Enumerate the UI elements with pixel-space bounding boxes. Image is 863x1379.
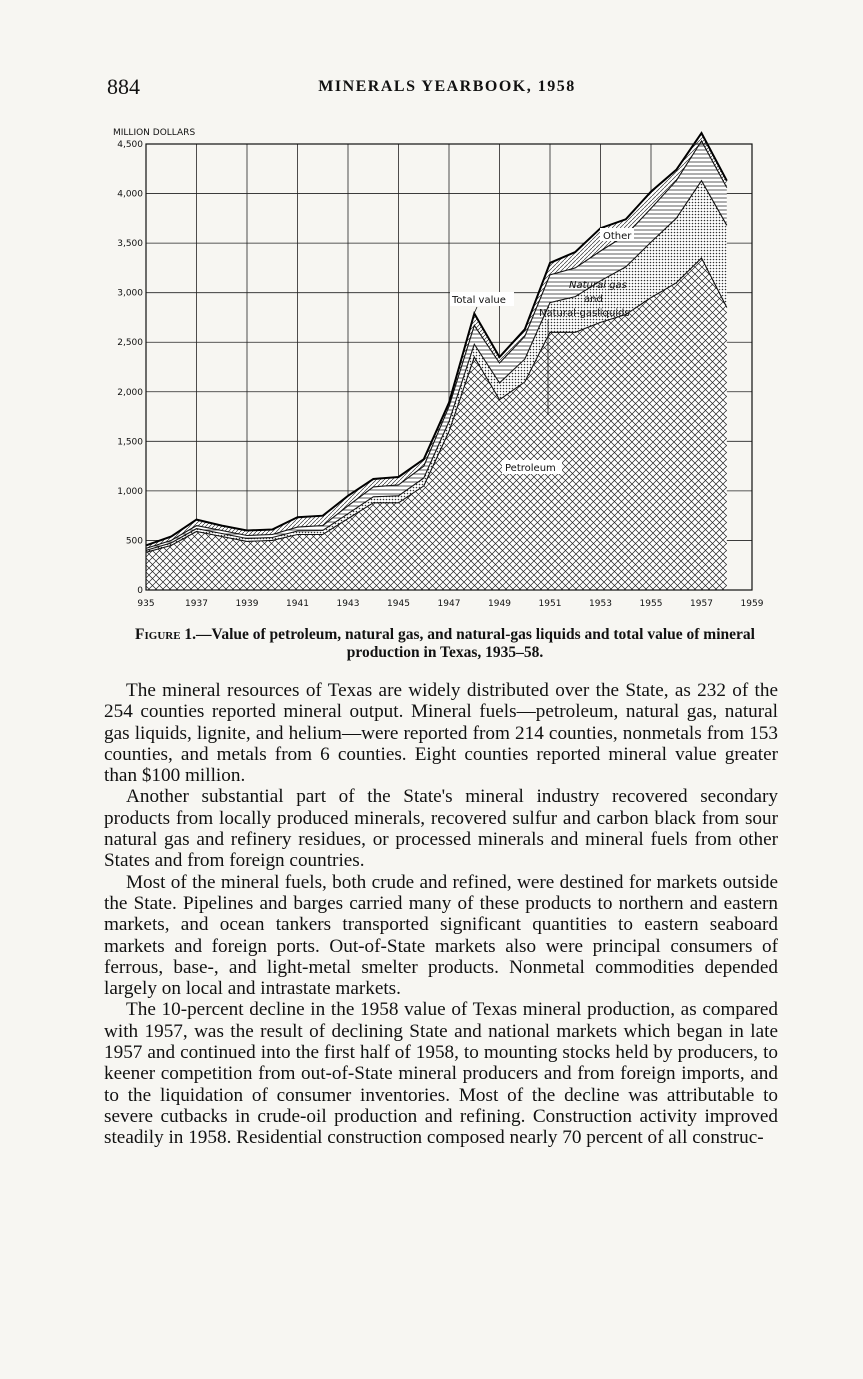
y-tick-label: 2,000 bbox=[117, 387, 143, 398]
figure-caption bbox=[107, 626, 783, 662]
x-tick-label: 1949 bbox=[488, 599, 511, 609]
annotation-petroleum: Petroleum bbox=[505, 463, 556, 474]
figure-caption-text: —Value of petroleum, natural gas, and natural-gas liquids and total value of mineral production in Texas, 1935–58. bbox=[196, 626, 755, 661]
y-tick-label: 1,000 bbox=[117, 486, 143, 497]
body-text bbox=[104, 680, 778, 1149]
y-tick-label: 0 bbox=[137, 586, 143, 596]
annotation-natural-gas-1: Natural gas bbox=[569, 280, 627, 291]
annotation-ngl-2: liquids bbox=[597, 308, 630, 319]
x-tick-label: 935 bbox=[137, 599, 155, 609]
x-tick-label: 1953 bbox=[589, 599, 612, 609]
y-axis-label: MILLION DOLLARS bbox=[113, 128, 196, 138]
x-tick-label: 1937 bbox=[185, 599, 208, 609]
x-tick-label: 1955 bbox=[639, 599, 663, 609]
figure-label: Figure 1. bbox=[135, 626, 197, 643]
area-petroleum bbox=[146, 258, 727, 590]
page-number: 884 bbox=[107, 74, 140, 99]
y-tick-label: 3,000 bbox=[117, 288, 143, 299]
x-tick-label: 1957 bbox=[690, 599, 713, 609]
x-tick-label: 1951 bbox=[538, 599, 562, 609]
chart-areas bbox=[146, 133, 727, 590]
y-tick-label: 4,500 bbox=[117, 140, 143, 150]
area-chart bbox=[100, 120, 764, 620]
x-tick-label: 1947 bbox=[437, 599, 461, 609]
annotation-total-value: Total value bbox=[452, 295, 506, 306]
y-tick-label: 4,000 bbox=[117, 189, 143, 200]
y-tick-label: 500 bbox=[125, 536, 143, 547]
paragraph: Another substantial part of the State's mineral industry recovered secondary products from locally produced minerals, recovered sulfur and carbon black from sour natural gas and refinery residues, or processed minerals and mineral fuels from other States and from foreign countries. bbox=[104, 786, 778, 872]
annotation-other: Other bbox=[603, 231, 632, 242]
running-title: MINERALS YEARBOOK, 1958 bbox=[318, 78, 576, 95]
y-tick-label: 1,500 bbox=[117, 437, 143, 448]
x-tick-label: 1945 bbox=[387, 599, 410, 609]
annotation-ngl-1: Natural-gas bbox=[539, 308, 598, 319]
y-tick-label: 3,500 bbox=[117, 239, 143, 250]
annotation-natural-gas-2: and bbox=[584, 294, 603, 305]
paragraph: The 10-percent decline in the 1958 value of Texas mineral production, as compared with 1957, was the result of declining State and national markets which began in late 1957 and continued into the first half of 1958, to mounting stocks held by producers, to keener competition from out-of-State mineral producers and from foreign imports, and to the liquidation of consumer inventories. Most of the decline was attributable to severe cutbacks in crude-oil production and refining. Construction activity improved steadily in 1958. Residential construction composed nearly 70 percent of all construc- bbox=[104, 999, 778, 1149]
y-tick-label: 2,500 bbox=[117, 338, 143, 349]
paragraph: Most of the mineral fuels, both crude and refined, were destined for markets outside the State. Pipelines and barges carried many of these products to northern and eastern markets, and ocean tankers transported significant quantities to eastern seaboard markets and foreign ports. Out-of-State markets also were principal consumers of ferrous, base-, and light-metal smelter products. Nonmetal commodities depended largely on local and intrastate markets. bbox=[104, 871, 778, 1000]
x-tick-label: 1941 bbox=[286, 599, 309, 609]
page-header bbox=[107, 74, 787, 104]
x-tick-label: 1959 bbox=[740, 599, 764, 609]
paragraph: The mineral resources of Texas are widely distributed over the State, as 232 of the 254 counties reported mineral output. Mineral fuels—petroleum, natural gas, natural gas liquids, lignite, and helium—were reported from 214 counties, nonmetals from 153 counties, and metals from 6 counties. Eight counties reported mineral value greater than $100 million. bbox=[104, 680, 778, 787]
x-tick-label: 1939 bbox=[235, 599, 259, 609]
x-tick-label: 1943 bbox=[336, 599, 360, 609]
